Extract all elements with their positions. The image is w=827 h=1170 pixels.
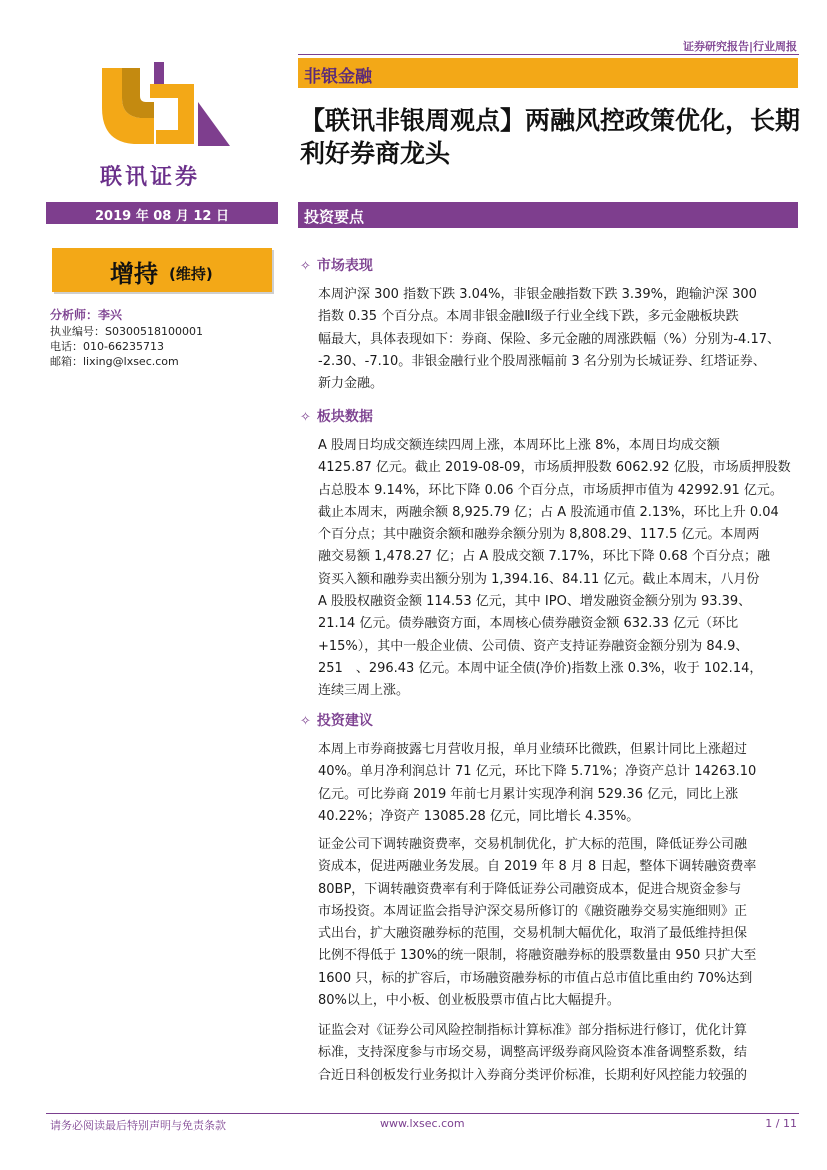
report-title: 【联讯非银周观点】两融风控政策优化，长期利好券商龙头 [300,106,801,168]
footer-page-number: 1 / 11 [765,1117,797,1130]
subheading-investment [300,710,373,730]
analyst-info [50,324,203,369]
footer-rule [46,1113,799,1114]
paragraph-investment-1: 本周上市券商披露七月营收月报，单月业绩环比微跌，但累计同比上涨超过 40%。单月净利润总计 71 亿元，环比下降 5.71%；净资产总计 14263.10 亿元。可比券商 2019 年前七月累计实现净利润 529.36 亿元，同比上涨 40.22%；净资产 13085.28 亿元，同比增长 4.35%。 [318,742,757,824]
header-rule [298,54,799,55]
sector-label: 非银金融 [304,67,372,87]
analyst-email[interactable]: 邮箱：lixing@lxsec.com [50,355,179,368]
section-bar [298,202,798,228]
report-type: 证券研究报告|行业周报 [682,40,797,53]
diamond-bullet-icon: ✧ [300,410,311,425]
subheading-label: 板块数据 [316,409,373,425]
analyst-name: 分析师：李兴 [50,308,123,322]
rating-main: 增持 [110,260,158,288]
paragraph-sector-data: A 股周日均成交额连续四周上涨，本周环比上涨 8%，本周日均成交额 4125.87 亿元。截止 2019-08-09，市场质押股数 6062.92 亿股，市场质押股数 占总股本 9.14%，环比下降 0.06 个百分点，市场质押市值为 42992.91 亿元。 截止本周末，两融余额 8,925.79 亿；占 A 股流通市值 2.13%，环比上升 0.04 个百分点；其中融资余额和融券余额分别为 8,808.29、117.5 亿元。本周两 融交易额 1,478.27 亿；占 A 股成交额 7.17%，环比下降 0.68 个百分点；融 资买入额和融券卖出额分别为 1,394.16、84.11 亿元。截止本周末，八月份 A 股股权融资金额 114.53 亿元，其中 IPO、增发融资金额分别为 93.39、 21.14 亿元。债券融资方面，本周核心债券融资金额 632.33 亿元（环比 +15%），其中一般企业债、公司债、资产支持证券融资金额分别为 84.9、 251 、296.43 亿元。本周中证全债(净价)指数上涨 0.3%，收于 102.14， 连续三周上涨。 [318,438,791,699]
rating-box [52,248,272,292]
logo-text: 联讯证券 [100,164,201,190]
subheading-label: 投资建议 [316,713,373,729]
paragraph-investment-2: 证金公司下调转融资费率，交易机制优化，扩大标的范围，降低证券公司融 资成本，促进两融业务发展。自 2019 年 8 月 8 日起，整体下调转融资费率 80BP，下调转融资费率有利于降低证券公司融资成本，促进合规资金参与 市场投资。本周证监会指导沪深交易所修订的《融资融券交易实施细则》正 式出台，扩大融资融券标的范围，交易机制大幅优化，取消了最低维持担保 比例不得低于 130%的统一限制，将融资融券标的股票数量由 950 只扩大至 1600 只，标的扩容后，市场融资融券标的市值占总市值比重由约 70%达到 80%以上，中小板、创业板股票市值占比大幅提升。 [318,837,757,1009]
subheading-label: 市场表现 [316,258,373,274]
report-date: 2019 年 08 月 12 日 [95,209,229,224]
subheading-sector-data [300,406,373,426]
subheading-market [300,255,373,275]
diamond-bullet-icon: ✧ [300,259,311,274]
paragraph-market: 本周沪深 300 指数下跌 3.04%，非银金融指数下跌 3.39%，跑输沪深 300 指数 0.35 个百分点。本周非银金融Ⅱ级子行业全线下跌，多元金融板块跌 幅最大，具体表现如下：券商、保险、多元金融的周涨跌幅（%）分别为-4.17、 -2.30、-7.10。非银金融行业个股周涨幅前 3 名分别为长城证券、红塔证券、 新力金融。 [318,287,780,392]
analyst-phone: 电话：010-66235713 [50,340,164,353]
rating-sub: (维持) [169,265,213,283]
diamond-bullet-icon: ✧ [300,714,311,729]
sector-bar [298,58,798,88]
footer-website[interactable]: www.lxsec.com [380,1117,465,1130]
paragraph-investment-3: 证监会对《证券公司风险控制指标计算标准》部分指标进行修订，优化计算 标准，支持深度参与市场交易，调整高评级券商风险资本准备调整系数，结 合近日科创板发行业务拟计入券商分类评价标准，长期利好风控能力较强的 [318,1023,748,1083]
section-title: 投资要点 [304,208,365,226]
logo-mark-icon [94,58,236,158]
analyst-license: 执业编号：S0300518100001 [50,325,203,338]
footer-disclaimer: 请务必阅读最后特别声明与免责条款 [50,1119,226,1132]
date-bar [46,202,278,224]
